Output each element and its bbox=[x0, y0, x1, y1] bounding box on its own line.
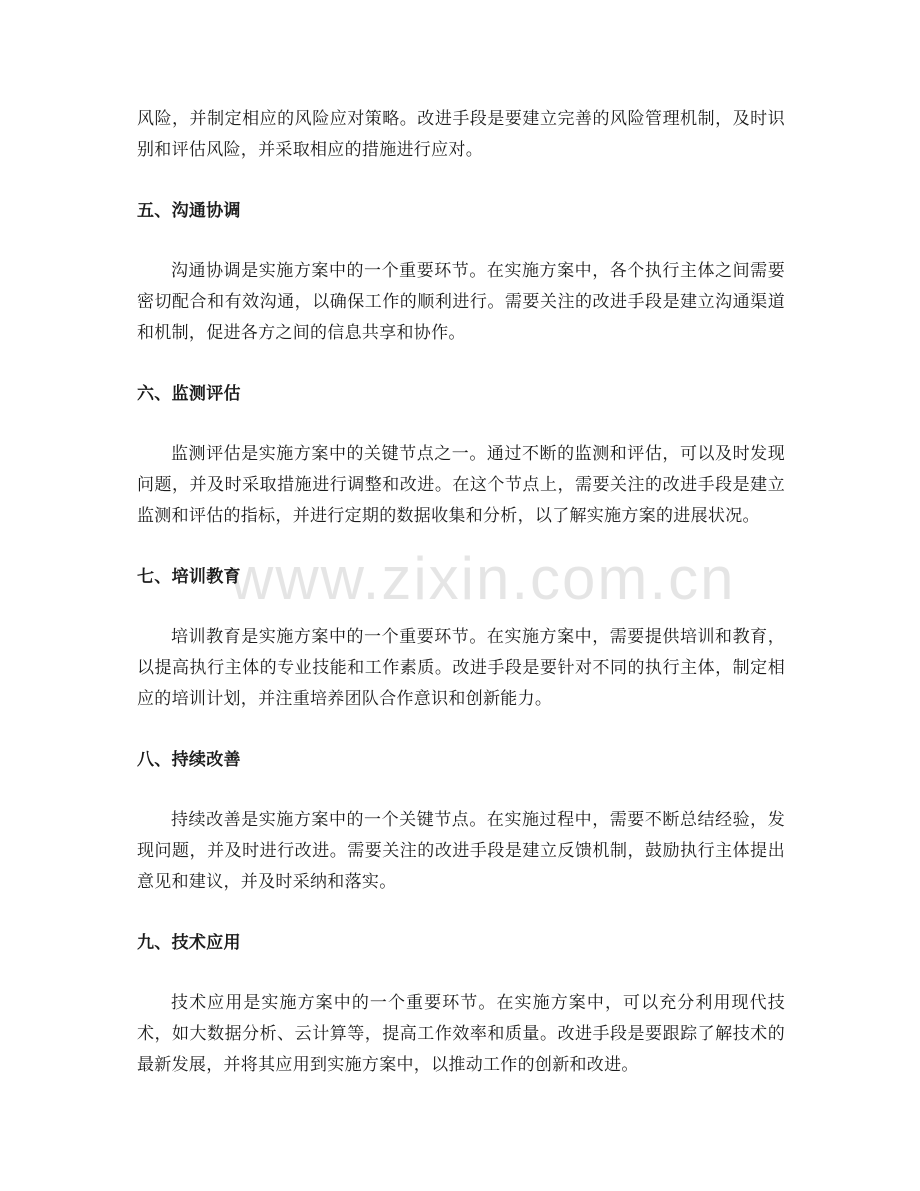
section-body-7: 培训教育是实施方案中的一个重要环节。在实施方案中，需要提供培训和教育，以提高执行主体的专业技能和工作素质。改进手段是要针对不同的执行主体，制定相应的培训计划，并注重培养团队合作意识和创新能力。 bbox=[137, 627, 785, 709]
watermark-text: www.zixin.com.cn bbox=[230, 545, 736, 612]
section-heading-7: 七、培训教育 bbox=[137, 567, 241, 587]
section-heading-6: 六、监测评估 bbox=[137, 384, 241, 404]
section-body-9: 技术应用是实施方案中的一个重要环节。在实施方案中，可以充分利用现代技术，如大数据分析、云计算等，提高工作效率和质量。改进手段是要跟踪了解技术的最新发展，并将其应用到实施方案中，以推动工作的创新和改进。 bbox=[137, 993, 785, 1075]
section-heading-5: 五、沟通协调 bbox=[137, 201, 241, 221]
document-body bbox=[137, 104, 785, 1081]
section-heading-9: 九、技术应用 bbox=[137, 933, 241, 953]
section-body-8: 持续改善是实施方案中的一个关键节点。在实施过程中，需要不断总结经验，发现问题，并及时进行改进。需要关注的改进手段是建立反馈机制，鼓励执行主体提出意见和建议，并及时采纳和落实。 bbox=[137, 810, 785, 892]
section-body-5: 沟通协调是实施方案中的一个重要环节。在实施方案中，各个执行主体之间需要密切配合和有效沟通，以确保工作的顺利进行。需要关注的改进手段是建立沟通渠道和机制，促进各方之间的信息共享和协作。 bbox=[137, 261, 785, 343]
section-heading-8: 八、持续改善 bbox=[137, 750, 241, 770]
section-body-6: 监测评估是实施方案中的关键节点之一。通过不断的监测和评估，可以及时发现问题，并及时采取措施进行调整和改进。在这个节点上，需要关注的改进手段是建立监测和评估的指标，并进行定期的数据收集和分析，以了解实施方案的进展状况。 bbox=[137, 444, 785, 526]
intro-paragraph: 风险，并制定相应的风险应对策略。改进手段是要建立完善的风险管理机制，及时识别和评估风险，并采取相应的措施进行应对。 bbox=[137, 109, 785, 160]
